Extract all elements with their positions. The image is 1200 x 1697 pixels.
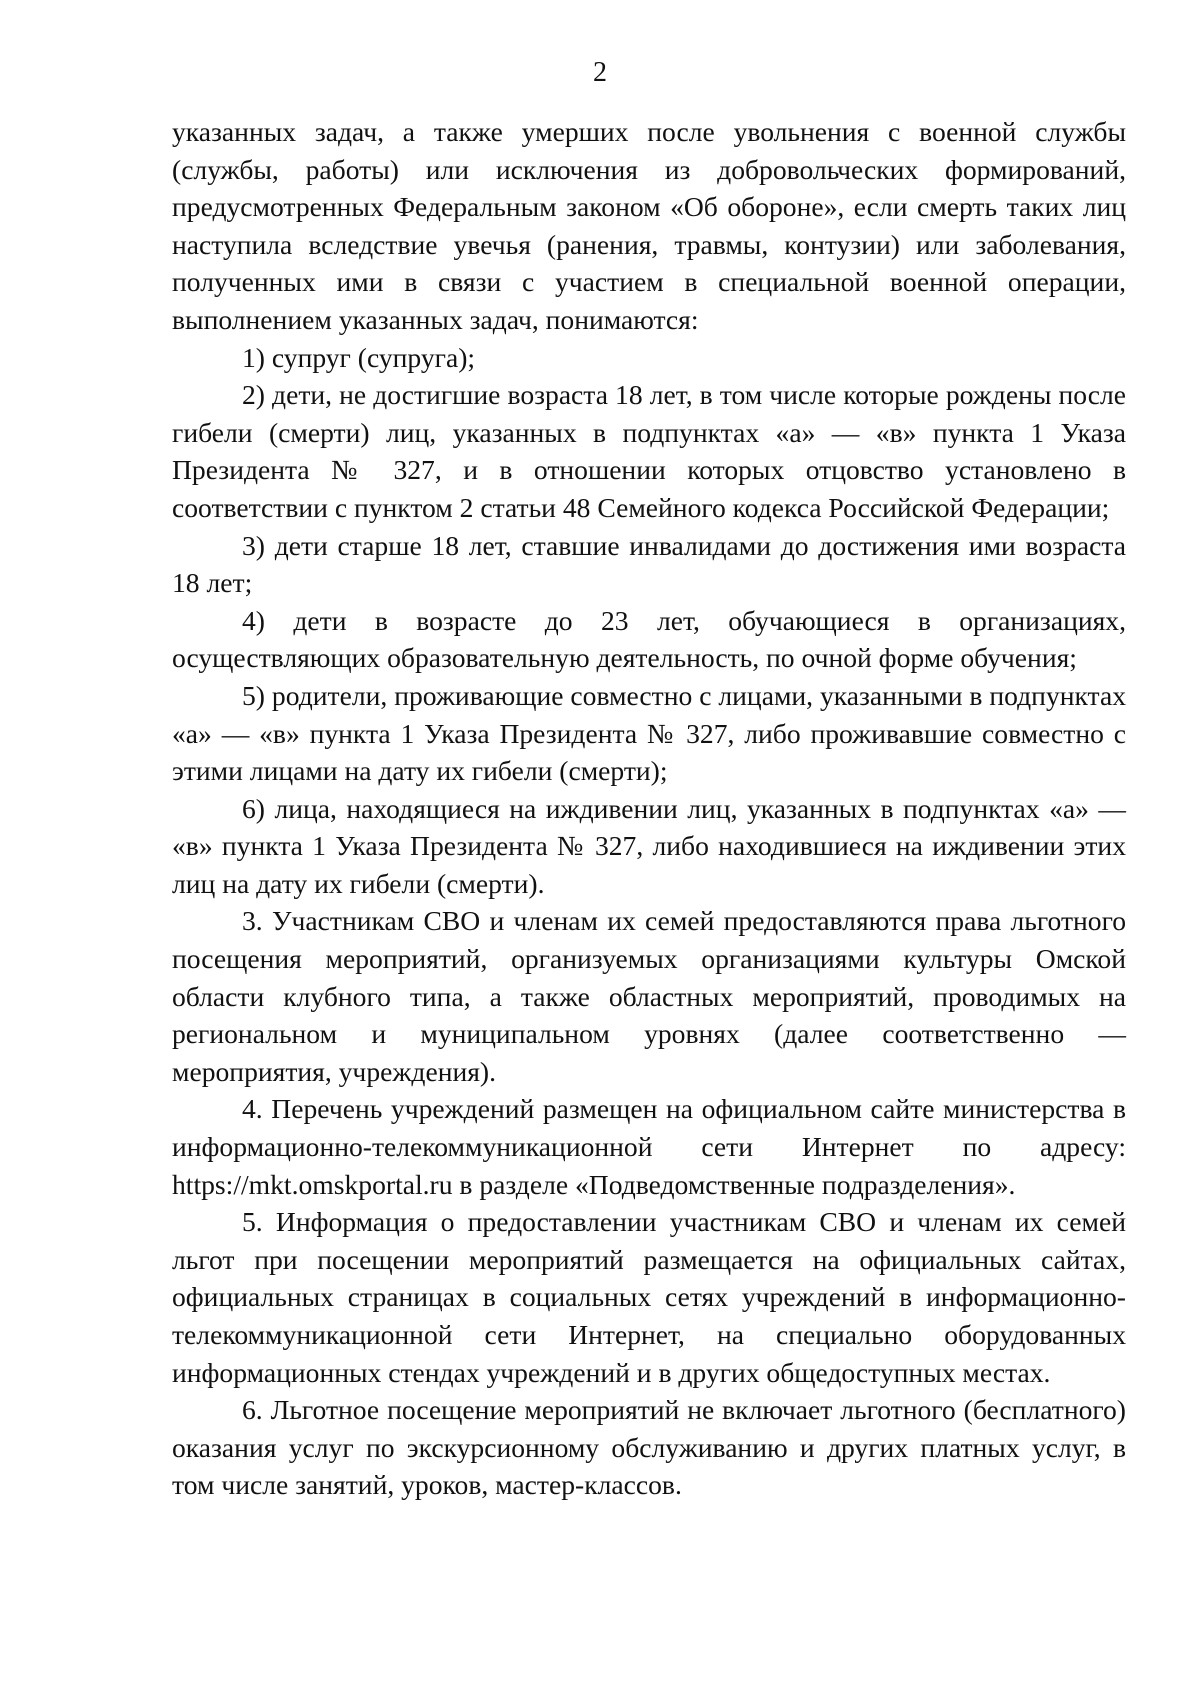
clause-6: 6. Льготное посещение мероприятий не включает льготного (бесплатного) оказания услуг по экскурсионному обслуживанию и других платных услуг, в том числе занятий, уроков, мастер-классов. bbox=[172, 1394, 1126, 1501]
list-item-students-under-23: 4) дети в возрасте до 23 лет, обучающиеся в организациях, осуществляющих образовательную деятельность, по очной форме обучения; bbox=[172, 604, 1126, 674]
list-item-parents: 5) родители, проживающие совместно с лицами, указанными в подпунктах «а» — «в» пункта 1 Указа Президента № 327, либо проживавшие совместно с этими лицами на дату их гибели (смерти); bbox=[172, 679, 1126, 787]
list-item-children-under-18: 2) дети, не достигшие возраста 18 лет, в том числе которые рождены после гибели (смерти) лиц, указанных в подпунктах «а» — «в» пункта 1 Указа Президента № 327, и в отношении которых отцовство установлено в соответствии с пунктом 2 статьи 48 Семейного кодекса Российской Федерации; bbox=[172, 379, 1126, 523]
paragraph-continuation: указанных задач, а также умерших после увольнения с военной службы (службы, работы) или исключения из добровольческих формирований, предусмотренных Федеральным законом «Об обороне», если смерть таких лиц наступила вследствие увечья (ранения, травмы, контузии) или заболевания, полученных ими в связи с участием в специальной военной операции, выполнением указанных задач, понимаются: bbox=[172, 116, 1126, 335]
list-item-spouse: 1) супруг (супруга); bbox=[242, 341, 476, 373]
page-number: 2 bbox=[593, 57, 607, 88]
clause-3: 3. Участникам СВО и членам их семей предоставляются права льготного посещения мероприятий, организуемых организациями культуры Омской области клубного типа, а также областных мероприятий, проводимых на региональном и муниципальном уровнях (далее соответственно — мероприятия, учреждения). bbox=[172, 905, 1126, 1087]
list-item-dependents: 6) лица, находящиеся на иждивении лиц, указанных в подпунктах «а» — «в» пункта 1 Указа Президента № 327, либо находившиеся на иждивении этих лиц на дату их гибели (смерти). bbox=[172, 792, 1126, 899]
clause-4: 4. Перечень учреждений размещен на официальном сайте министерства в информационно-телекоммуникационной сети Интернет по адресу: https://mkt.omskportal.ru в разделе «Подведомственные подразделения». bbox=[172, 1093, 1126, 1200]
list-item-disabled-children: 3) дети старше 18 лет, ставшие инвалидами до достижения ими возраста 18 лет; bbox=[172, 529, 1126, 599]
document-body bbox=[172, 113, 1126, 1504]
clause-5: 5. Информация о предоставлении участникам СВО и членам их семей льгот при посещении мероприятий размещается на официальных сайтах, официальных страницах в социальных сетях учреждений в информационно-телекоммуникационной сети Интернет, на специально оборудованных информационных стендах учреждений и в других общедоступных местах. bbox=[172, 1206, 1126, 1388]
